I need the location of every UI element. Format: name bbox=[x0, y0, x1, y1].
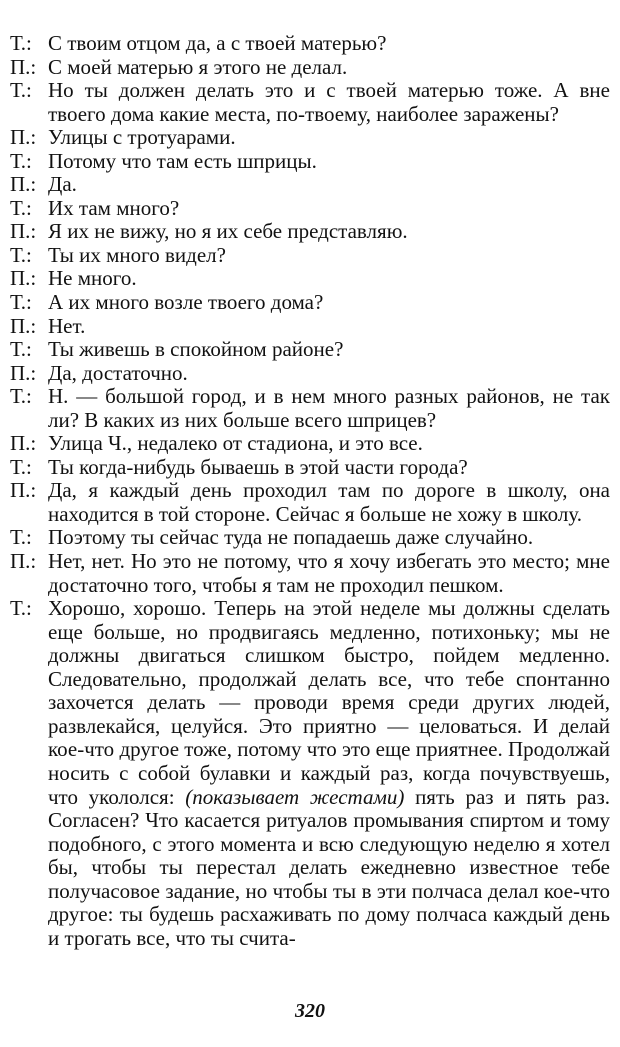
dialogue-text: Потому что там есть шприцы. bbox=[48, 148, 317, 173]
speaker-label: Т.: bbox=[10, 78, 32, 103]
dialogue-turn bbox=[10, 267, 614, 291]
dialogue-text: С моей матерью я этого не делал. bbox=[48, 54, 348, 79]
dialogue-turn bbox=[10, 220, 614, 244]
dialogue-turn bbox=[10, 315, 614, 339]
dialogue-turn bbox=[10, 479, 614, 526]
dialogue-turn bbox=[10, 456, 614, 480]
dialogue-text: Но ты должен делать это и с твоей матерью тоже. А вне твоего дома какие места, по-твоему, наиболее заражены? bbox=[48, 78, 610, 126]
dialogue-turn bbox=[10, 291, 614, 315]
speaker-label: П.: bbox=[10, 219, 37, 244]
speaker-label: Т.: bbox=[10, 337, 32, 362]
speaker-label: Т.: bbox=[10, 31, 32, 55]
stage-direction: (показывает жестами) bbox=[185, 784, 405, 809]
speaker-label: Т.: bbox=[10, 384, 32, 409]
dialogue-text: Да. bbox=[48, 172, 77, 197]
dialogue-text: Их там много? bbox=[48, 195, 180, 220]
dialogue-text: Я их не вижу, но я их себе представляю. bbox=[48, 219, 408, 244]
dialogue-text: Не много. bbox=[48, 266, 137, 291]
speaker-label: П.: bbox=[10, 313, 37, 338]
dialogue-turn bbox=[10, 526, 614, 550]
dialogue-turn bbox=[10, 362, 614, 386]
dialogue-text: Нет. bbox=[48, 313, 86, 338]
dialogue-turn-final bbox=[10, 597, 614, 950]
dialogue-text: Улица Ч., недалеко от стадиона, и это все. bbox=[48, 431, 423, 456]
dialogue-text: Поэтому ты сейчас туда не попадаешь даже случайно. bbox=[48, 525, 534, 550]
speaker-label: П.: bbox=[10, 360, 37, 385]
dialogue-text: С твоим отцом да, а с твоей матерью? bbox=[48, 31, 387, 55]
dialogue-turn bbox=[10, 56, 614, 80]
speaker-label: Т.: bbox=[10, 148, 32, 173]
speaker-label: П.: bbox=[10, 266, 37, 291]
dialogue-turn bbox=[10, 150, 614, 174]
dialogue-text-part: пять раз и пять раз. Согласен? Что касается ритуалов промывания спиртом и тому подобного, с этого момента и всю следующую неделю я хотел бы, чтобы ты перестал делать ежедневно известное тебе получасовое задание, но чтобы ты в эти полчаса делал кое-что другое: ты будешь расхаживать по дому полчаса каждый день и трогать все, что ты счита- bbox=[48, 784, 610, 950]
speaker-label: П.: bbox=[10, 478, 37, 503]
speaker-label: Т.: bbox=[10, 195, 32, 220]
dialogue-turn bbox=[10, 173, 614, 197]
dialogue-turn bbox=[10, 79, 614, 126]
speaker-label: П.: bbox=[10, 125, 37, 150]
dialogue-turn bbox=[10, 197, 614, 221]
speaker-label: Т.: bbox=[10, 290, 32, 315]
dialogue-text: Ты живешь в спокойном районе? bbox=[48, 337, 344, 362]
dialogue-turn bbox=[10, 385, 614, 432]
dialogue-text: А их много возле твоего дома? bbox=[48, 290, 324, 315]
speaker-label: П.: bbox=[10, 172, 37, 197]
speaker-label: Т.: bbox=[10, 596, 32, 621]
dialogue-turn bbox=[10, 244, 614, 268]
dialogue-text bbox=[48, 597, 614, 950]
dialogue-turn bbox=[10, 126, 614, 150]
dialogue-text: Да, я каждый день проходил там по дороге в школу, она находится в той стороне. Сейчас я больше не хожу в школу. bbox=[48, 478, 610, 526]
dialogue-text: Ты их много видел? bbox=[48, 242, 226, 267]
speaker-label: П.: bbox=[10, 54, 37, 79]
speaker-label: Т.: bbox=[10, 525, 32, 550]
speaker-label: П.: bbox=[10, 549, 37, 574]
dialogue-transcript bbox=[10, 32, 614, 950]
dialogue-text-part: Хорошо, хорошо. Теперь на этой неделе мы должны сделать еще больше, но продвигаясь медленно, потихоньку; мы не должны двигаться слишком быстро, пойдем медленно. Следовательно, продолжай делать все, что тебе спонтанно захочется делать — проводи время среди других людей, развлекайся, целуйся. Это приятно — целоваться. И делай кое-что другое тоже, потому что это еще приятнее. Продолжай носить с собой булавки и каждый раз, когда почувствуешь, что укололся: bbox=[48, 596, 610, 809]
dialogue-turn bbox=[10, 550, 614, 597]
dialogue-turn bbox=[10, 338, 614, 362]
speaker-label: Т.: bbox=[10, 242, 32, 267]
dialogue-text: Улицы с тротуарами. bbox=[48, 125, 236, 150]
page-number: 320 bbox=[295, 1000, 325, 1022]
dialogue-turn bbox=[10, 432, 614, 456]
speaker-label: П.: bbox=[10, 431, 37, 456]
dialogue-text: Да, достаточно. bbox=[48, 360, 188, 385]
dialogue-turn bbox=[10, 32, 614, 56]
dialogue-text: Нет, нет. Но это не потому, что я хочу избегать это место; мне достаточно того, чтобы я там не проходил пешком. bbox=[48, 549, 610, 597]
dialogue-text: Н. — большой город, и в нем много разных районов, не так ли? В каких из них больше всего шприцев? bbox=[48, 384, 610, 432]
book-page bbox=[10, 0, 614, 1047]
speaker-label: Т.: bbox=[10, 454, 32, 479]
dialogue-text: Ты когда-нибудь бываешь в этой части города? bbox=[48, 454, 468, 479]
